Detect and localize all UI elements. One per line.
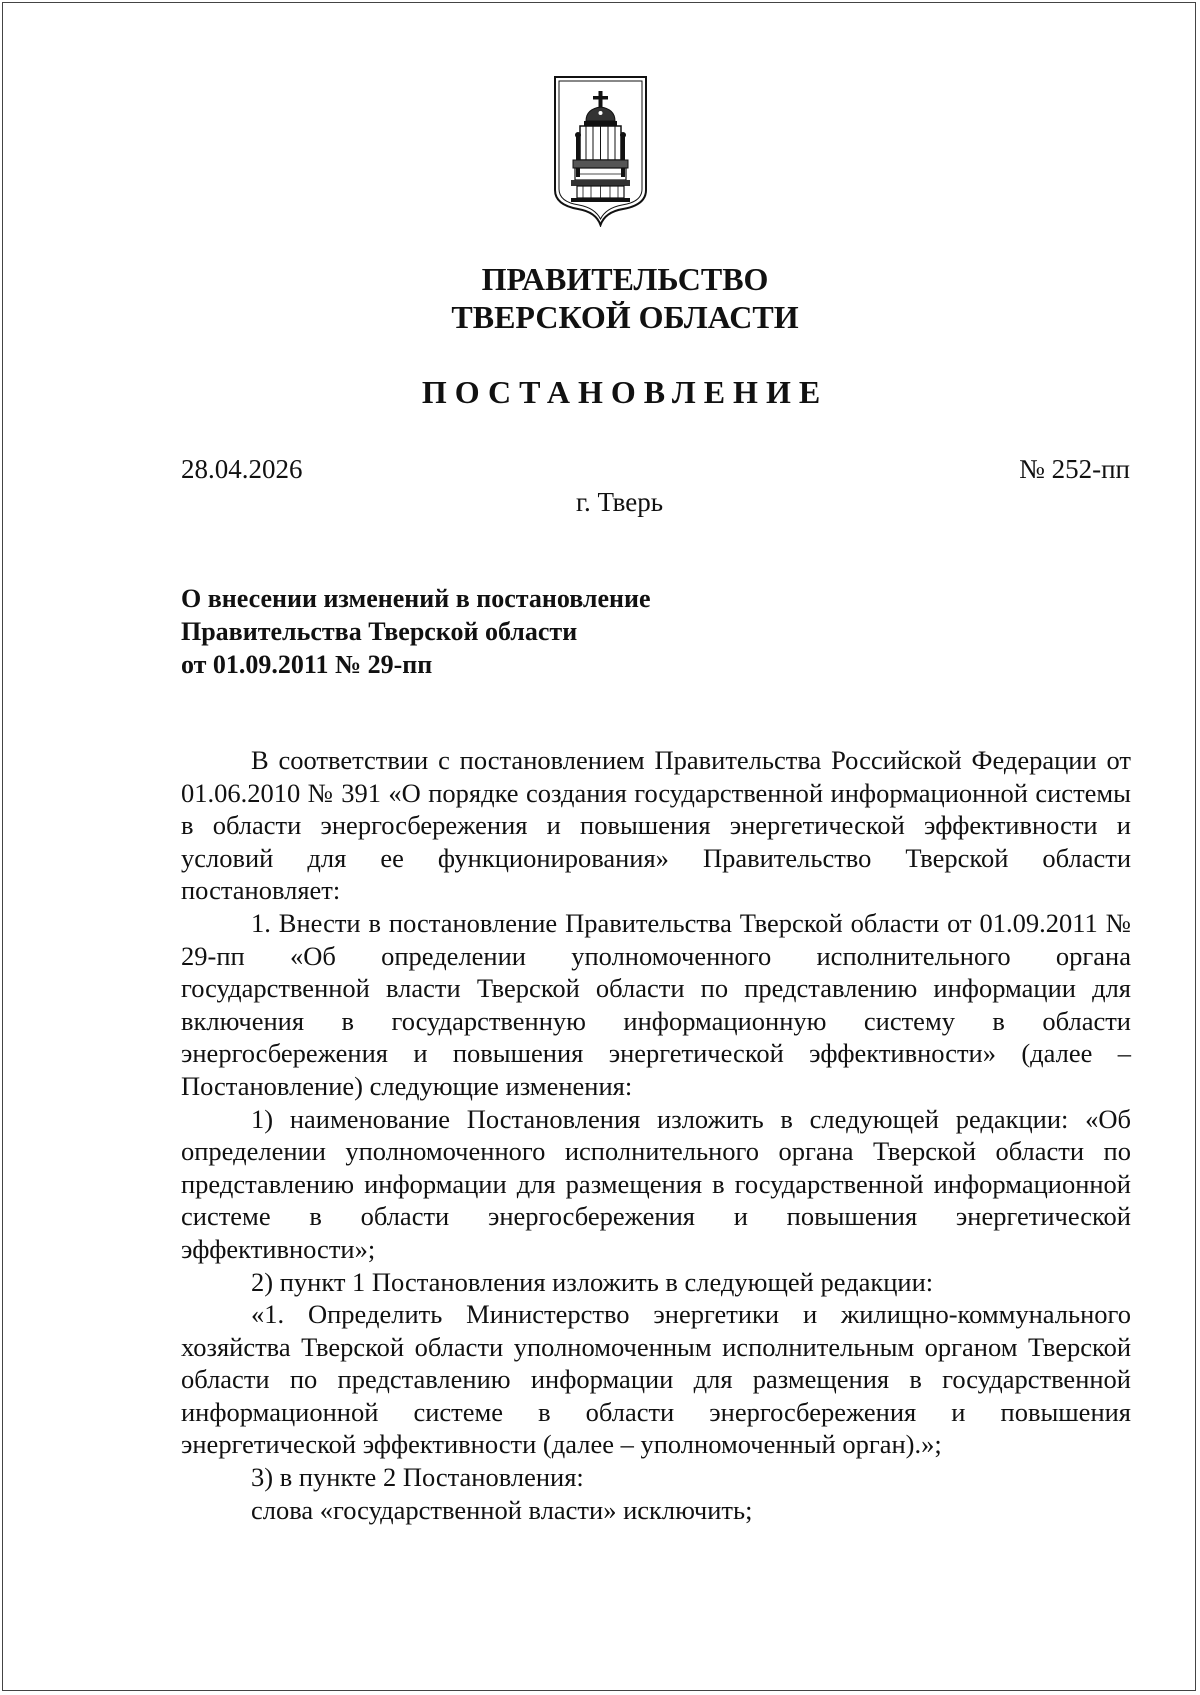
- document-body: [181, 744, 1131, 1526]
- document-number: № 252-пп: [1019, 454, 1130, 484]
- document-subject: [181, 582, 881, 681]
- government-title-line1: ПРАВИТЕЛЬСТВО: [481, 261, 769, 297]
- government-title-line2: ТВЕРСКОЙ ОБЛАСТИ: [451, 299, 799, 335]
- body-paragraph-subitem-3: 3) в пункте 2 Постановления:: [251, 1462, 584, 1493]
- subject-line2: Правительства Тверской области: [181, 617, 578, 646]
- subject-line3: от 01.09.2011 № 29-пп: [181, 650, 433, 679]
- document-type: ПОСТАНОВЛЕНИЕ: [421, 374, 829, 410]
- body-paragraph-subitem-2: 2) пункт 1 Постановления изложить в следующей редакции:: [251, 1266, 934, 1297]
- document-date: 28.04.2026: [181, 454, 303, 484]
- body-paragraph-words-excluded: слова «государственной власти» исключить;: [251, 1494, 753, 1525]
- body-paragraph-preamble: В соответствии с постановлением Правительства Российской Федерации от 01.06.2010 № 391 «О порядке создания государственной информационной системы в области энергосбережения и повышения энергетической эффективности и условий для ее функционирования» Правительство Тверской области постановляет:: [181, 745, 1131, 906]
- document-city: г. Тверь: [576, 487, 664, 517]
- tver-coat-of-arms-icon: [553, 75, 648, 227]
- body-paragraph-item-1: 1. Внести в постановление Правительства Тверской области от 01.09.2011 № 29-пп «Об определении уполномоченного исполнительного органа государственной власти Тверской области по представлению информации для включения в государственную информационную систему в области энергосбережения и повышения энергетической эффективности» (далее – Постановление) следующие изменения:: [181, 907, 1131, 1101]
- body-paragraph-subitem-1: 1) наименование Постановления изложить в следующей редакции: «Об определении уполномоченного исполнительного органа Тверской области по представлению информации для размещения в государственной информационной системе в области энергосбережения и повышения энергетической эффективности»;: [181, 1103, 1131, 1264]
- subject-line1: О внесении изменений в постановление: [181, 584, 651, 613]
- body-paragraph-quote: «1. Определить Министерство энергетики и жилищно-коммунального хозяйства Тверской области уполномоченным исполнительным органом Тверской области по представлению информации для размещения в государственной информационной системе в области энергосбережения и повышения энергетической эффективности (далее – уполномоченный орган).»;: [181, 1299, 1131, 1460]
